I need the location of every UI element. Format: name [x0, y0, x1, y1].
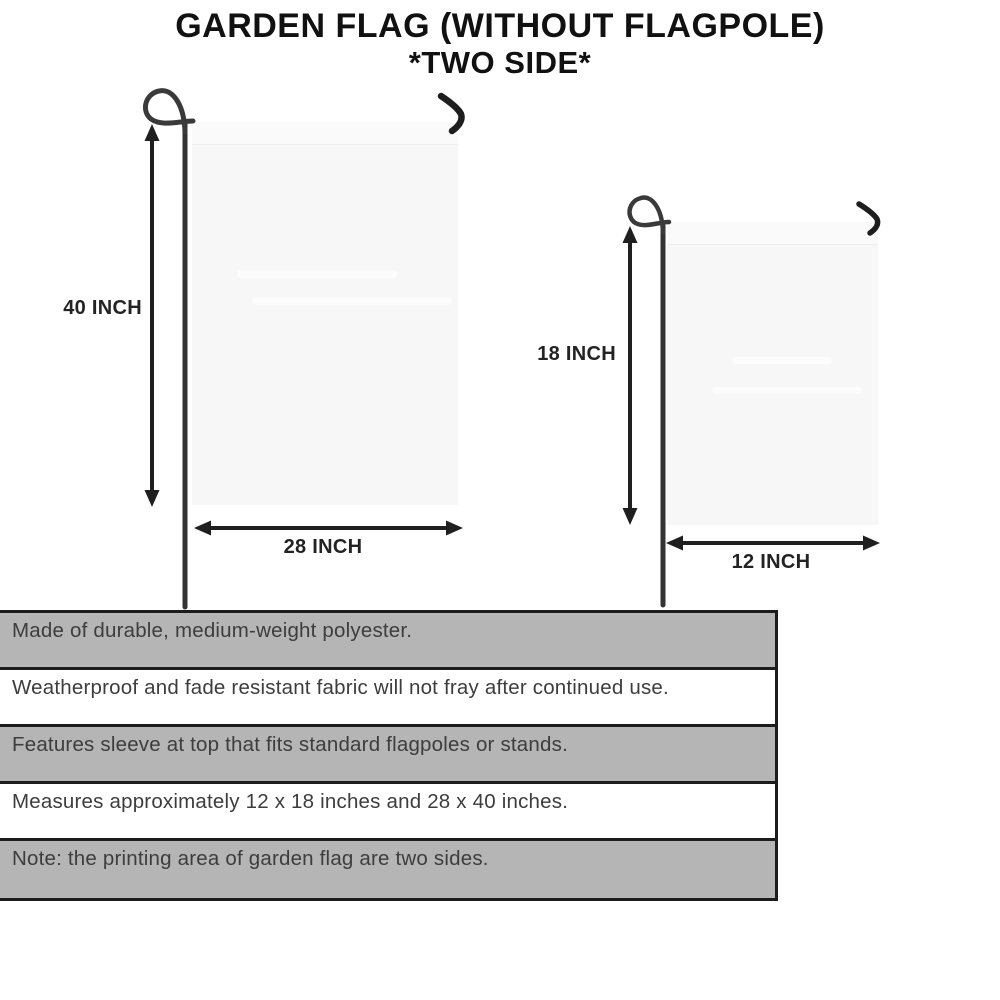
small-flag-height-label: 18 INCH	[537, 343, 616, 365]
arrowhead-right-icon	[863, 536, 880, 551]
spec-text: Measures approximately 12 x 18 inches and 28 x 40 inches.	[12, 790, 569, 813]
spec-table	[0, 610, 778, 901]
spec-row-measures	[0, 784, 775, 841]
title-line-2: *TWO SIDE*	[408, 45, 592, 80]
small-flagpole-loop-icon	[630, 198, 669, 232]
arrowhead-down-icon	[145, 490, 160, 507]
arrowhead-up-icon	[623, 226, 638, 243]
arrowhead-left-icon	[666, 536, 683, 551]
spec-row-weatherproof	[0, 670, 775, 727]
spec-text: Features sleeve at top that fits standard flagpoles or stands.	[12, 733, 568, 756]
large-flag-width-label: 28 INCH	[283, 536, 363, 558]
arrowhead-up-icon	[145, 124, 160, 141]
spec-text: Weatherproof and fade resistant fabric will not fray after continued use.	[12, 676, 669, 699]
title-line-1: GARDEN FLAG (WITHOUT FLAGPOLE)	[175, 7, 825, 45]
large-flag-height-label: 40 INCH	[63, 297, 142, 319]
large-flag-hook-icon	[441, 96, 462, 131]
spec-row-material	[0, 613, 775, 670]
arrowhead-right-icon	[446, 521, 463, 536]
small-flag-width-label: 12 INCH	[731, 551, 811, 573]
arrowhead-down-icon	[623, 508, 638, 525]
spec-text: Note: the printing area of garden flag are two sides.	[12, 847, 489, 870]
arrowhead-left-icon	[194, 521, 211, 536]
spec-text: Made of durable, medium-weight polyester.	[12, 619, 413, 642]
spec-row-note	[0, 841, 775, 898]
spec-row-sleeve	[0, 727, 775, 784]
small-flag-hook-icon	[859, 204, 878, 233]
